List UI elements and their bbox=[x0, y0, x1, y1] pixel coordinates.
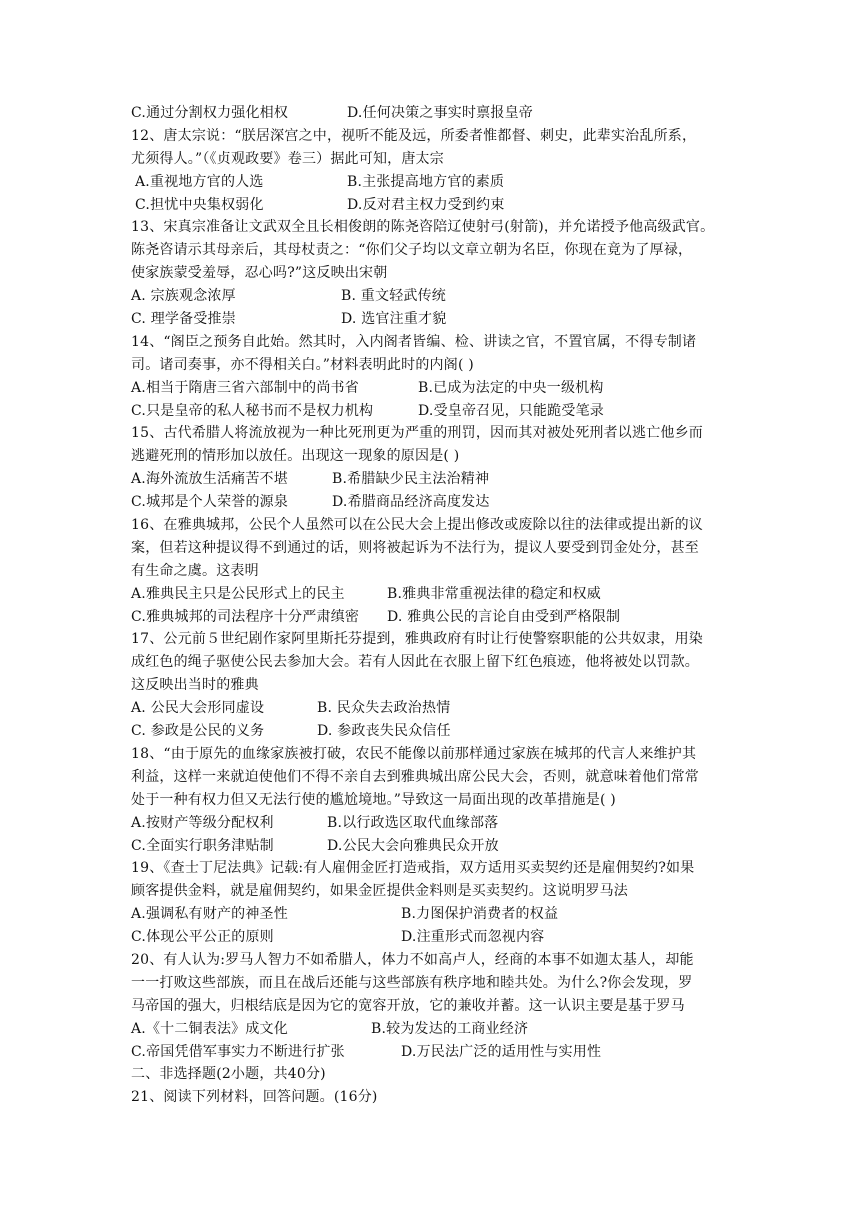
q17-option-b: B. 民众失去政治热情 bbox=[317, 700, 451, 717]
q13-option-a: A. 宗族观念浓厚 bbox=[131, 288, 236, 305]
q18-stem-line: 处于一种有权力但又无法行使的尴尬境地。”导致这一局面出现的改革措施是( ) bbox=[131, 791, 616, 808]
q16-stem-line: 有生命之虞。这表明 bbox=[131, 562, 259, 579]
q13-stem-line: 陈尧咨请示其母亲后，其母杖责之：“你们父子均以文章立朝为名臣，你现在竟为了厚禄， bbox=[131, 242, 693, 259]
q17-stem-line: 成红色的绳子驱使公民去参加大会。若有人因此在衣服上留下红色痕迹，他将被处以罚款。 bbox=[131, 654, 699, 671]
q13-stem-line: 使家族蒙受羞辱，忍心吗?”这反映出宋朝 bbox=[131, 265, 388, 282]
q14-option-c: C.只是皇帝的私人秘书而不是权力机构 bbox=[131, 402, 374, 419]
q18-option-b: B.以行政选区取代血缘部落 bbox=[327, 814, 499, 831]
q15-stem-line: 15、古代希腊人将流放视为一种比死刑更为严重的刑罚，因而其对被处死刑者以逃亡他乡而 bbox=[131, 425, 704, 442]
q17-option-d: D. 参政丧失民众信任 bbox=[317, 723, 451, 740]
q15-option-a: A.海外流放生活痛苦不堪 bbox=[131, 471, 288, 488]
q19-option-a: A.强调私有财产的神圣性 bbox=[131, 906, 288, 923]
q14-options-row bbox=[131, 400, 731, 423]
q15-stem-line: 逃避死刑的情形加以放任。出现这一现象的原因是( ) bbox=[131, 448, 460, 465]
q15-option-c: C.城邦是个人荣誉的源泉 bbox=[131, 494, 289, 511]
q16-stem-line: 案，但若这种提议得不到通过的话，则将被起诉为不法行为，提议人要受到罚金处分，甚至 bbox=[131, 539, 699, 556]
q11-option-c: C.通过分割权力强化相权 bbox=[131, 105, 289, 121]
q17-option-a: A. 公民大会形同虚设 bbox=[131, 700, 265, 717]
q14-stem-line: 司。诸司奏事，亦不得相关白。”材料表明此时的内阁( ) bbox=[131, 356, 474, 373]
q17-options-row bbox=[131, 720, 731, 743]
q13-stem-line: 13、宋真宗准备让文武双全且长相俊朗的陈尧咨陪辽使射弓(射箭)，并允诺授予他高级武官。 bbox=[131, 219, 715, 236]
q19-option-c: C.体现公平公正的原则 bbox=[131, 929, 274, 946]
q18-option-d: D.公民大会向雅典民众开放 bbox=[327, 837, 499, 854]
q20-options-row bbox=[131, 1018, 731, 1041]
q12-option-d: D.反对君主权力受到约束 bbox=[347, 196, 505, 213]
q12-option-b: B.主张提高地方官的素质 bbox=[347, 173, 505, 190]
q16-option-b: B.雅典非常重视法律的稳定和权威 bbox=[387, 585, 601, 602]
q12-option-a: A.重视地方官的人选 bbox=[135, 173, 264, 190]
q17-options-row bbox=[131, 697, 731, 720]
q21-stem-line: 21、阅读下列材料，回答问题。(16分) bbox=[131, 1089, 378, 1106]
q20-stem-line: 一一打败这些部族，而且在战后还能与这些部族有秩序地和睦共处。为什么?你会发现，罗 bbox=[131, 974, 693, 991]
q20-option-d: D.万民法广泛的适用性与实用性 bbox=[401, 1043, 602, 1060]
q14-options-row bbox=[131, 377, 731, 400]
q15-options-row bbox=[131, 468, 731, 491]
q19-stem-line: 19、《查士丁尼法典》记载:有人雇佣金匠打造戒指，双方适用买卖契约还是雇佣契约?如果 bbox=[131, 860, 695, 877]
q20-option-a: A.《十二铜表法》成文化 bbox=[131, 1020, 288, 1037]
q19-stem-line: 顾客提供金料，就是雇佣契约，如果金匠提供金料则是买卖契约。这说明罗马法 bbox=[131, 883, 628, 900]
q16-stem-line: 16、在雅典城邦，公民个人虽然可以在公民大会上提出修改或废除以往的法律或提出新的议 bbox=[131, 517, 704, 534]
q17-stem-line: 17、公元前５世纪剧作家阿里斯托芬提到，雅典政府有时让行使警察职能的公共奴隶，用染 bbox=[131, 631, 704, 648]
q16-option-d: D. 雅典公民的言论自由受到严格限制 bbox=[387, 608, 621, 625]
q12-stem-line: 尤须得人。”（《贞观政要》卷三）据此可知，唐太宗 bbox=[131, 150, 444, 167]
q11-option-d: D.任何决策之事实时禀报皇帝 bbox=[347, 105, 533, 121]
q16-options-row bbox=[131, 606, 731, 629]
q16-options-row bbox=[131, 583, 731, 606]
q12-options-row bbox=[131, 194, 731, 217]
q13-option-b: B. 重文轻武传统 bbox=[341, 288, 446, 305]
q18-option-a: A.按财产等级分配权利 bbox=[131, 814, 274, 831]
q15-option-d: D.希腊商品经济高度发达 bbox=[332, 494, 490, 511]
q18-options-row bbox=[131, 835, 731, 858]
q19-option-b: B.力图保护消费者的权益 bbox=[401, 906, 559, 923]
q14-option-d: D.受皇帝召见，只能跪受笔录 bbox=[418, 402, 604, 419]
q19-option-d: D.注重形式而忽视内容 bbox=[401, 929, 545, 946]
q14-stem-line: 14、“阁臣之预务自此始。然其时，入内阁者皆编、检、讲读之官，不置官属，不得专制诸 bbox=[131, 333, 697, 350]
q14-option-b: B.已成为法定的中央一级机构 bbox=[418, 379, 604, 396]
q14-option-a: A.相当于隋唐三省六部制中的尚书省 bbox=[131, 379, 359, 396]
q20-stem-line: 20、有人认为:罗马人智力不如希腊人，体力不如高卢人，经商的本事不如迦太基人，却能 bbox=[131, 951, 694, 968]
section-heading: 二、非选择题(2小题，共40分) bbox=[131, 1066, 326, 1083]
q13-options-row bbox=[131, 285, 731, 308]
q20-stem-line: 马帝国的强大，归根结底是因为它的宽容开放，它的兼收并蓄。这一认识主要是基于罗马 bbox=[131, 997, 685, 1014]
q20-option-c: C.帝国凭借军事实力不断进行扩张 bbox=[131, 1043, 345, 1060]
q17-stem-line: 这反映出当时的雅典 bbox=[131, 677, 259, 694]
q19-options-row bbox=[131, 903, 731, 926]
question-list bbox=[131, 102, 731, 1109]
q16-option-c: C.雅典城邦的司法程序十分严肃缜密 bbox=[131, 608, 360, 625]
q19-options-row bbox=[131, 926, 731, 949]
q18-stem-line: 利益，这样一来就迫使他们不得不亲自去到雅典城出席公民大会，否则，就意味着他们常常 bbox=[131, 768, 699, 785]
q15-option-b: B.希腊缺少民主法治精神 bbox=[332, 471, 490, 488]
q18-options-row bbox=[131, 812, 731, 835]
q12-option-c: C.担忧中央集权弱化 bbox=[135, 196, 264, 213]
q13-option-c: C. 理学备受推崇 bbox=[131, 311, 236, 328]
q18-stem-line: 18、“由于原先的血缘家族被打破，农民不能像以前那样通过家族在城邦的代言人来维护其 bbox=[131, 745, 697, 762]
q17-option-c: C. 参政是公民的义务 bbox=[131, 723, 265, 740]
q20-options-row bbox=[131, 1041, 731, 1064]
q20-option-b: B.较为发达的工商业经济 bbox=[371, 1020, 529, 1037]
q13-options-row bbox=[131, 308, 731, 331]
q15-options-row bbox=[131, 491, 731, 514]
q18-option-c: C.全面实行职务津贴制 bbox=[131, 837, 274, 854]
q11-options bbox=[131, 102, 731, 125]
q12-options-row bbox=[131, 171, 731, 194]
q13-option-d: D. 选官注重才貌 bbox=[341, 311, 447, 328]
q12-stem-line: 12、唐太宗说：“朕居深宫之中，视听不能及远，所委者惟都督、刺史，此辈实治乱所系， bbox=[131, 127, 697, 144]
q16-option-a: A.雅典民主只是公民形式上的民主 bbox=[131, 585, 345, 602]
